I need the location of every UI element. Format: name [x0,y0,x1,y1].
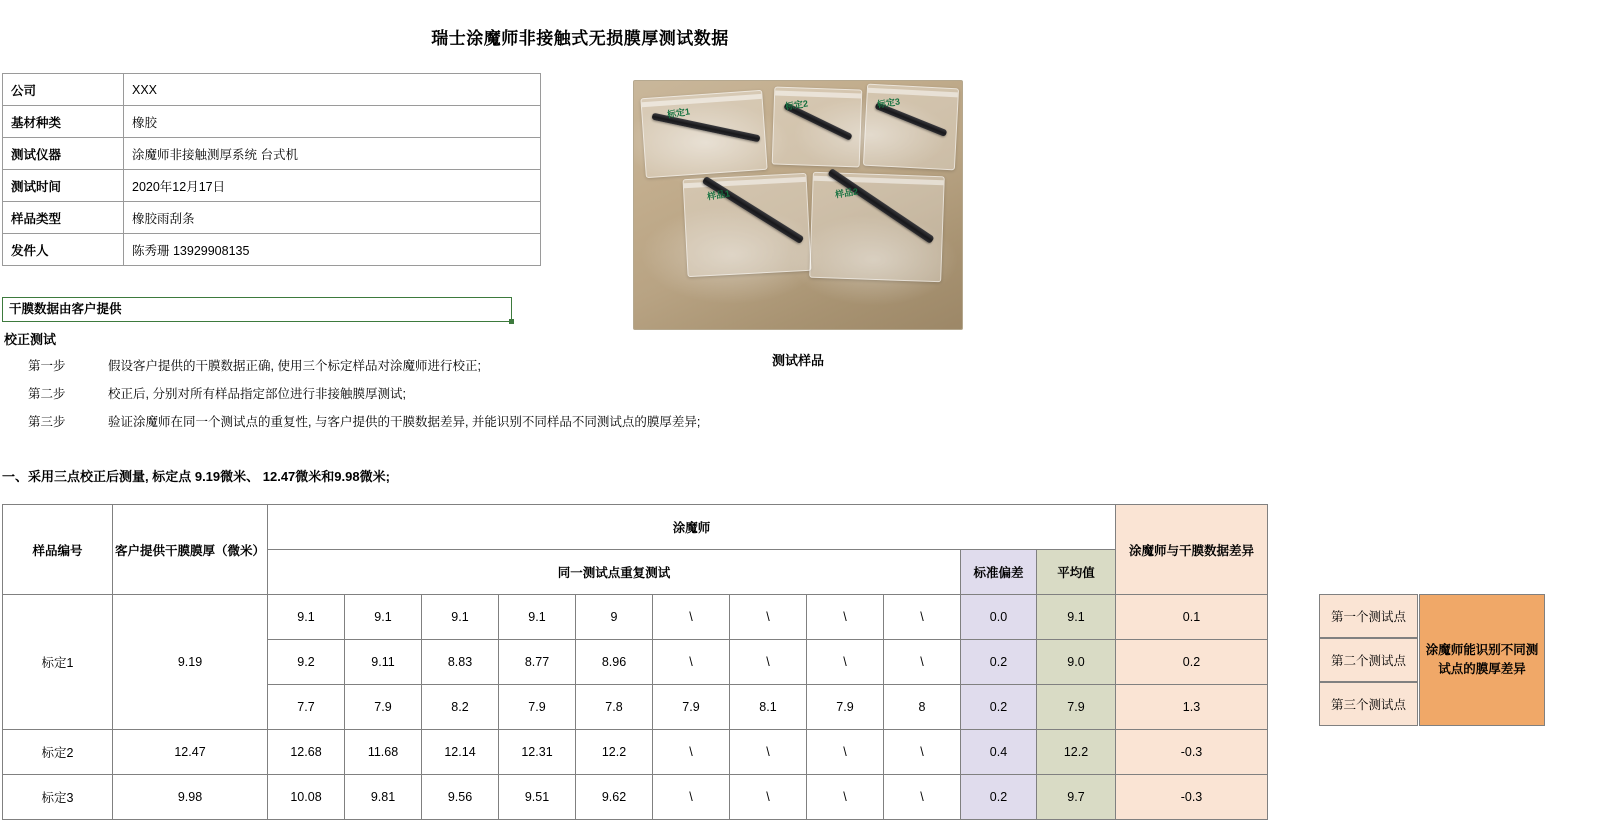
cell-measurement: 9.56 [422,775,499,820]
cell-measurement: 9.81 [345,775,422,820]
cell-measurement: \ [730,640,807,685]
sample-mark: 样品1 [706,188,731,202]
cell-measurement: 8.2 [422,685,499,730]
cell-measurement: 7.7 [268,685,345,730]
cell-measurement: 11.68 [345,730,422,775]
header-sample: 样品编号 [3,505,113,595]
cell-measurement: \ [807,595,884,640]
cell-measurement: \ [884,595,961,640]
cell-measurement: \ [807,730,884,775]
sample-photo [633,80,963,330]
cell-measurement: 7.9 [345,685,422,730]
cell-measurement: 8.1 [730,685,807,730]
cell-measurement: 7.9 [499,685,576,730]
cell-measurement: 9 [576,595,653,640]
cell-measurement: \ [730,595,807,640]
cell-std: 0.2 [961,685,1037,730]
step-text: 校正后, 分别对所有样品指定部位进行非接触膜厚测试; [108,387,406,401]
cell-measurement: 10.08 [268,775,345,820]
header-device: 涂魔师 [268,505,1116,550]
table-row [3,74,541,106]
info-value: XXX [124,74,541,106]
sample-mark: 标定2 [784,98,809,112]
measurement-table [2,504,1268,820]
cell-measurement: \ [884,730,961,775]
cell-avg: 9.1 [1037,595,1116,640]
cell-measurement: \ [653,595,730,640]
table-row [3,730,1268,775]
cell-measurement: \ [730,730,807,775]
cell-measurement: 7.9 [653,685,730,730]
table-header-row [3,505,1268,550]
table-row [3,202,541,234]
info-key: 测试时间 [3,170,124,202]
cell-measurement: 9.1 [268,595,345,640]
difference-callout: 涂魔师能识别不同测试点的膜厚差异 [1419,594,1545,726]
cell-dry-film: 9.98 [113,775,268,820]
info-value: 2020年12月17日 [124,170,541,202]
info-key: 公司 [3,74,124,106]
cell-diff: 0.2 [1116,640,1268,685]
cell-measurement: \ [653,730,730,775]
cell-avg: 9.0 [1037,640,1116,685]
header-dry-film: 客户提供干膜膜厚（微米） [113,505,268,595]
table-row [3,234,541,266]
cell-measurement: 9.51 [499,775,576,820]
info-key: 测试仪器 [3,138,124,170]
table-row [3,775,1268,820]
section-one-heading: 一、采用三点校正后测量, 标定点 9.19微米、 12.47微米和9.98微米; [2,469,390,484]
step-text: 验证涂魔师在同一个测试点的重复性, 与客户提供的干膜数据差异, 并能识别不同样品不同测试点的膜厚差异; [108,415,701,429]
cell-std: 0.2 [961,640,1037,685]
cell-measurement: 9.1 [499,595,576,640]
cell-measurement: 12.2 [576,730,653,775]
cell-measurement: 9.62 [576,775,653,820]
page-title: 瑞士涂魔师非接触式无损膜厚测试数据 [431,29,729,48]
info-key: 样品类型 [3,202,124,234]
cell-measurement: 9.1 [422,595,499,640]
cell-measurement: \ [653,775,730,820]
step-label: 第三步 [28,415,66,429]
step-label: 第一步 [28,359,66,373]
cell-measurement: \ [730,775,807,820]
cell-sample: 标定3 [3,775,113,820]
cell-diff: 0.1 [1116,595,1268,640]
cell-avg: 7.9 [1037,685,1116,730]
step-label: 第二步 [28,387,66,401]
cell-measurement: \ [884,775,961,820]
cell-std: 0.2 [961,775,1037,820]
cell-avg: 12.2 [1037,730,1116,775]
sample-mark: 样品2 [834,186,859,200]
cell-diff: 1.3 [1116,685,1268,730]
cell-avg: 9.7 [1037,775,1116,820]
cell-std: 0.4 [961,730,1037,775]
table-row [3,106,541,138]
table-row [3,595,1268,640]
cell-measurement: 9.1 [345,595,422,640]
sample-mark: 标定1 [666,106,691,120]
header-difference: 涂魔师与干膜数据差异 [1116,505,1268,595]
cell-dry-film: 12.47 [113,730,268,775]
step-text: 假设客户提供的干膜数据正确, 使用三个标定样品对涂魔师进行校正; [108,359,481,373]
calibration-step-1 [28,356,481,374]
test-point-label-1: 第一个测试点 [1319,594,1418,638]
info-value: 橡胶 [124,106,541,138]
cell-measurement: \ [807,640,884,685]
header-std: 标准偏差 [961,550,1037,595]
cell-measurement: 12.68 [268,730,345,775]
info-value: 陈秀珊 13929908135 [124,234,541,266]
cell-measurement: 7.9 [807,685,884,730]
dry-film-note: 干膜数据由客户提供 [2,297,512,322]
info-key: 发件人 [3,234,124,266]
cell-measurement: 12.31 [499,730,576,775]
cell-dry-film: 9.19 [113,595,268,730]
cell-measurement: \ [884,640,961,685]
cell-measurement: 8.96 [576,640,653,685]
cell-measurement: 8 [884,685,961,730]
cell-sample: 标定2 [3,730,113,775]
info-key: 基材种类 [3,106,124,138]
table-row [3,170,541,202]
calibration-step-2 [28,384,406,402]
header-avg: 平均值 [1037,550,1116,595]
cell-measurement: 12.14 [422,730,499,775]
table-row [3,138,541,170]
photo-caption: 测试样品 [771,353,824,368]
test-point-label-2: 第二个测试点 [1319,638,1418,682]
cell-std: 0.0 [961,595,1037,640]
cell-measurement: 8.83 [422,640,499,685]
header-repeat: 同一测试点重复测试 [268,550,961,595]
cell-measurement: \ [653,640,730,685]
cell-sample: 标定1 [3,595,113,730]
info-table [2,73,541,266]
sample-photo-image [633,80,963,330]
sample-mark: 标定3 [876,96,901,110]
info-value: 橡胶雨刮条 [124,202,541,234]
cell-measurement: \ [807,775,884,820]
test-point-label-3: 第三个测试点 [1319,682,1418,726]
cell-measurement: 9.2 [268,640,345,685]
cell-measurement: 8.77 [499,640,576,685]
cell-measurement: 9.11 [345,640,422,685]
sample-bag [809,172,945,283]
calibration-step-3 [28,412,700,430]
cell-measurement: 7.8 [576,685,653,730]
cell-diff: -0.3 [1116,730,1268,775]
sample-bag [683,173,812,277]
cell-diff: -0.3 [1116,775,1268,820]
calibration-heading: 校正测试 [4,332,57,347]
info-value: 涂魔师非接触测厚系统 台式机 [124,138,541,170]
